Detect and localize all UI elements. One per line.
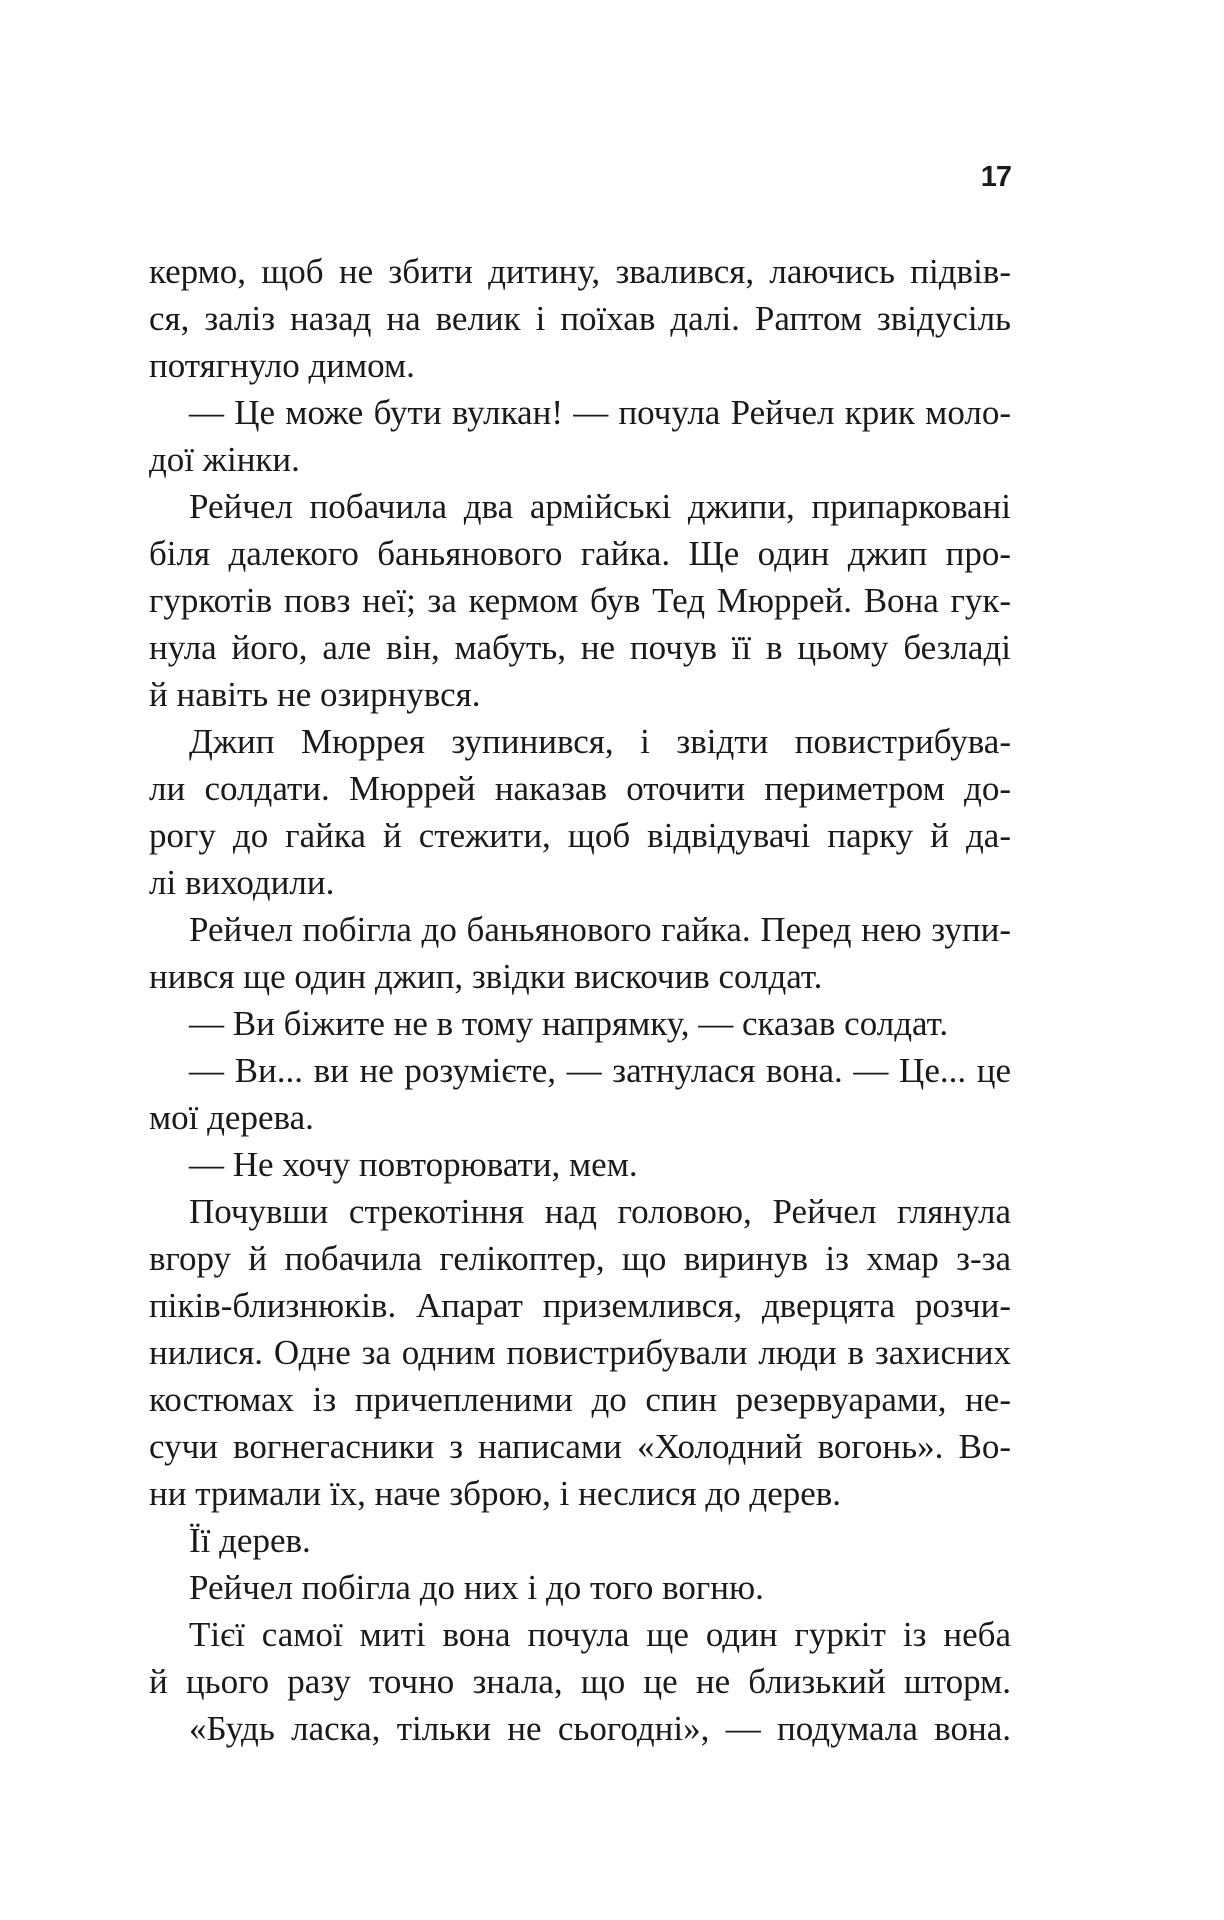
text-line: ни тримали їх, наче зброю, і неслися до дерев. — [149, 1474, 842, 1513]
text-line: — Не хочу повторювати, мем. — [189, 1145, 638, 1184]
text-line: дої жінки. — [149, 440, 300, 479]
text-line: ли солдати. Мюррей наказав оточити периметром до- — [149, 769, 1011, 808]
text-line: Рейчел побігла до них і до того вогню. — [189, 1568, 764, 1607]
text-line: Її дерев. — [189, 1521, 311, 1560]
text-line: — Ви... ви не розумієте, — затнулася вона. — Це... це — [189, 1051, 1011, 1090]
text-line: Почувши стрекотіння над головою, Рейчел глянула — [189, 1192, 1011, 1231]
text-line: піків-близнюків. Апарат приземлився, дверцята розчи- — [149, 1286, 1011, 1325]
text-line: ся, заліз назад на велик і поїхав далі. Раптом звідусіль — [149, 299, 1011, 338]
text-line: біля далекого баньянового гайка. Ще один джип про- — [149, 534, 1011, 573]
text-line: нилися. Одне за одним повистрибували люди в захисних — [149, 1333, 1011, 1372]
text-line: — Це може бути вулкан! — почула Рейчел крик моло- — [189, 393, 1011, 432]
text-line: костюмах із причепленими до спин резервуарами, не- — [149, 1380, 1011, 1419]
text-line: Рейчел побачила два армійські джипи, припарковані — [189, 487, 1011, 526]
text-line: мої дерева. — [149, 1098, 314, 1137]
text-line: лі виходили. — [149, 863, 335, 902]
text-line: кермо, щоб не збити дитину, звалився, лаючись підвів- — [149, 252, 1011, 291]
text-line: вгору й побачила гелікоптер, що виринув із хмар з-за — [149, 1239, 1011, 1278]
text-line: потягнуло димом. — [149, 346, 415, 385]
text-line: гуркотів повз неї; за кермом був Тед Мюррей. Вона гук- — [149, 581, 1011, 620]
text-line: «Будь ласка, тільки не сьогодні», — подумала вона. — [189, 1709, 1011, 1748]
page-number: 17 — [980, 161, 1011, 193]
text-line: нула його, але він, мабуть, не почув її в цьому безладі — [149, 628, 1011, 667]
text-line: — Ви біжите не в тому напрямку, — сказав солдат. — [189, 1004, 949, 1043]
text-line: й навіть не озирнувся. — [149, 675, 481, 714]
text-line: Джип Мюррея зупинився, і звідти повистрибува- — [189, 722, 1011, 761]
text-line: Тієї самої миті вона почула ще один гуркіт із неба — [189, 1615, 1011, 1654]
text-line: Рейчел побігла до баньянового гайка. Перед нею зупи- — [189, 910, 1011, 949]
body-text — [149, 248, 1011, 1752]
text-line: й цього разу точно знала, що це не близький шторм. — [149, 1662, 1011, 1701]
text-line: рогу до гайка й стежити, щоб відвідувачі парку й да- — [149, 816, 1011, 855]
text-line: сучи вогнегасники з написами «Холодний вогонь». Во- — [149, 1427, 1011, 1466]
text-line: нився ще один джип, звідки вискочив солдат. — [149, 957, 823, 996]
